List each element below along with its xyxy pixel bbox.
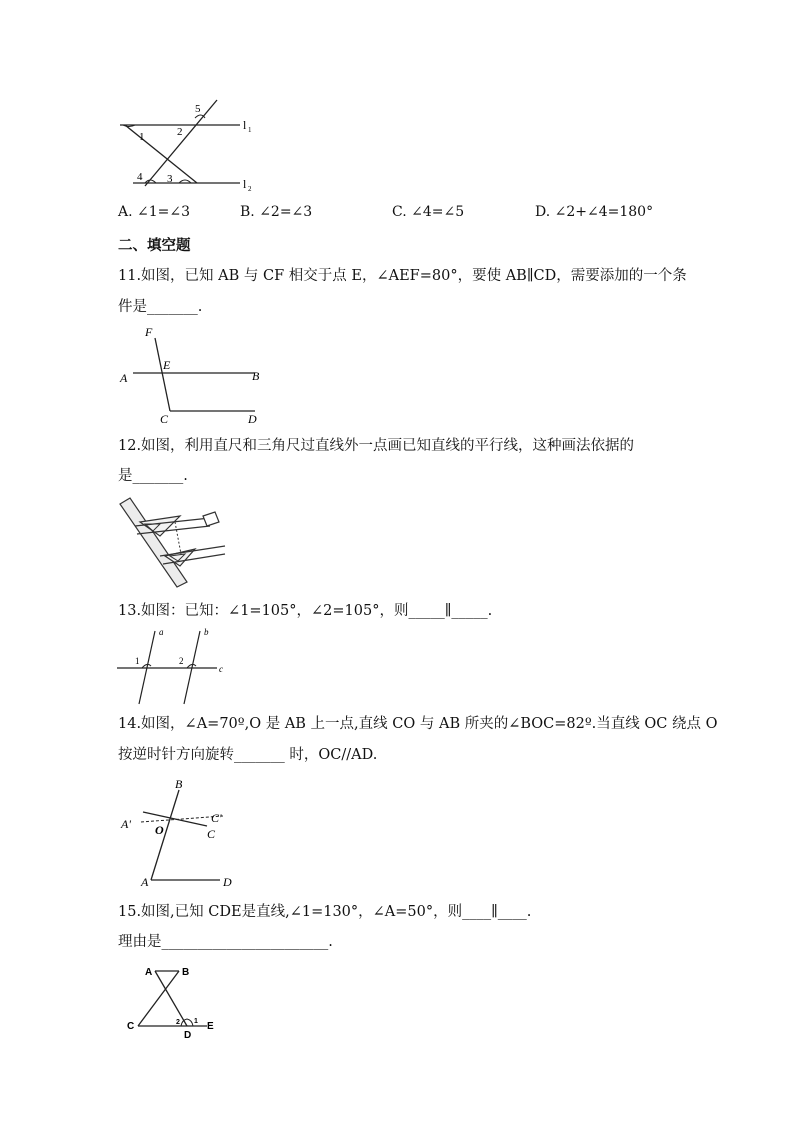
fig13-label-1: 1 <box>135 656 140 666</box>
fig15-label-e: E <box>207 1021 214 1032</box>
q15-line1: 15.如图,已知 CDE是直线,∠1=130°，∠A=50°，则____∥____. <box>118 904 532 920</box>
figure-q11 <box>115 322 275 426</box>
q12-line1: 12.如图，利用直尺和三角尺过直线外一点画已知直线的平行线，这种画法依据的 <box>118 438 635 454</box>
fig10-label-1: 1 <box>139 131 145 143</box>
fig15-label-2: 2 <box>176 1019 180 1026</box>
fig15-label-1: 1 <box>194 1018 198 1025</box>
fig11-label-b: B <box>252 369 260 383</box>
fig14-label-o: O <box>155 823 164 837</box>
section-heading: 二、填空题 <box>118 237 191 254</box>
fig10-label-5: 5 <box>195 103 201 115</box>
fig11-label-d: D <box>248 412 257 426</box>
option-a: A. ∠1=∠3 <box>118 204 191 220</box>
fig14-label-c-prime: C' <box>211 811 222 825</box>
q11-line2: 件是_______. <box>118 299 203 315</box>
fig11-label-f: F <box>145 325 153 339</box>
option-d: D. ∠2+∠4=180° <box>535 204 654 220</box>
q11-line1: 11.如图，已知 AB 与 CF 相交于点 E，∠AEF=80°，要使 AB∥CD，需要添加的一个条 <box>118 268 687 284</box>
option-b: B. ∠2=∠3 <box>240 204 313 220</box>
figure-q10 <box>115 98 265 198</box>
fig10-line-l1: l <box>243 118 247 132</box>
fig14-label-a-prime: A' <box>121 817 131 831</box>
fig15-label-a: A <box>145 967 153 978</box>
figure-q13 <box>115 626 235 708</box>
fig13-label-c: c <box>219 664 223 674</box>
fig15-label-d: D <box>184 1030 192 1041</box>
fig11-label-c: C <box>160 412 169 426</box>
fig14-label-a: A <box>141 875 149 889</box>
fig10-line-l1-sub: 1 <box>248 126 252 134</box>
figure-q14 <box>115 776 245 891</box>
fig15-label-b: B <box>182 967 190 978</box>
fig11-label-a: A <box>120 371 128 385</box>
fig14-label-c: C <box>207 827 216 841</box>
q13-line1: 13.如图：已知：∠1=105°，∠2=105°，则_____∥_____. <box>118 603 493 619</box>
fig13-label-2: 2 <box>179 656 184 666</box>
fig13-label-a: a <box>159 627 164 637</box>
q14-line1: 14.如图，∠A=70º,O 是 AB 上一点,直线 CO 与 AB 所夹的∠BOC=82º.当直线 OC 绕点 O <box>118 716 718 732</box>
fig10-line-l2-sub: 2 <box>248 185 252 193</box>
fig14-label-d: D <box>223 875 232 889</box>
q12-line2: 是_______. <box>118 468 188 484</box>
q14-line2: 按逆时针方向旋转_______ 时，OC//AD. <box>118 747 378 763</box>
fig10-line-l2: l <box>243 177 247 191</box>
figure-q12 <box>115 494 230 589</box>
q15-line2: 理由是_______________________. <box>118 934 333 950</box>
fig15-label-c: C <box>127 1021 135 1032</box>
fig13-label-b: b <box>204 627 209 637</box>
fig10-label-4: 4 <box>137 171 143 183</box>
fig14-label-b: B <box>175 777 183 791</box>
fig10-label-3: 3 <box>167 173 173 185</box>
option-c: C. ∠4=∠5 <box>392 204 465 220</box>
fig10-label-2: 2 <box>177 126 183 138</box>
fig11-label-e: E <box>163 358 171 372</box>
figure-q15 <box>115 962 225 1042</box>
